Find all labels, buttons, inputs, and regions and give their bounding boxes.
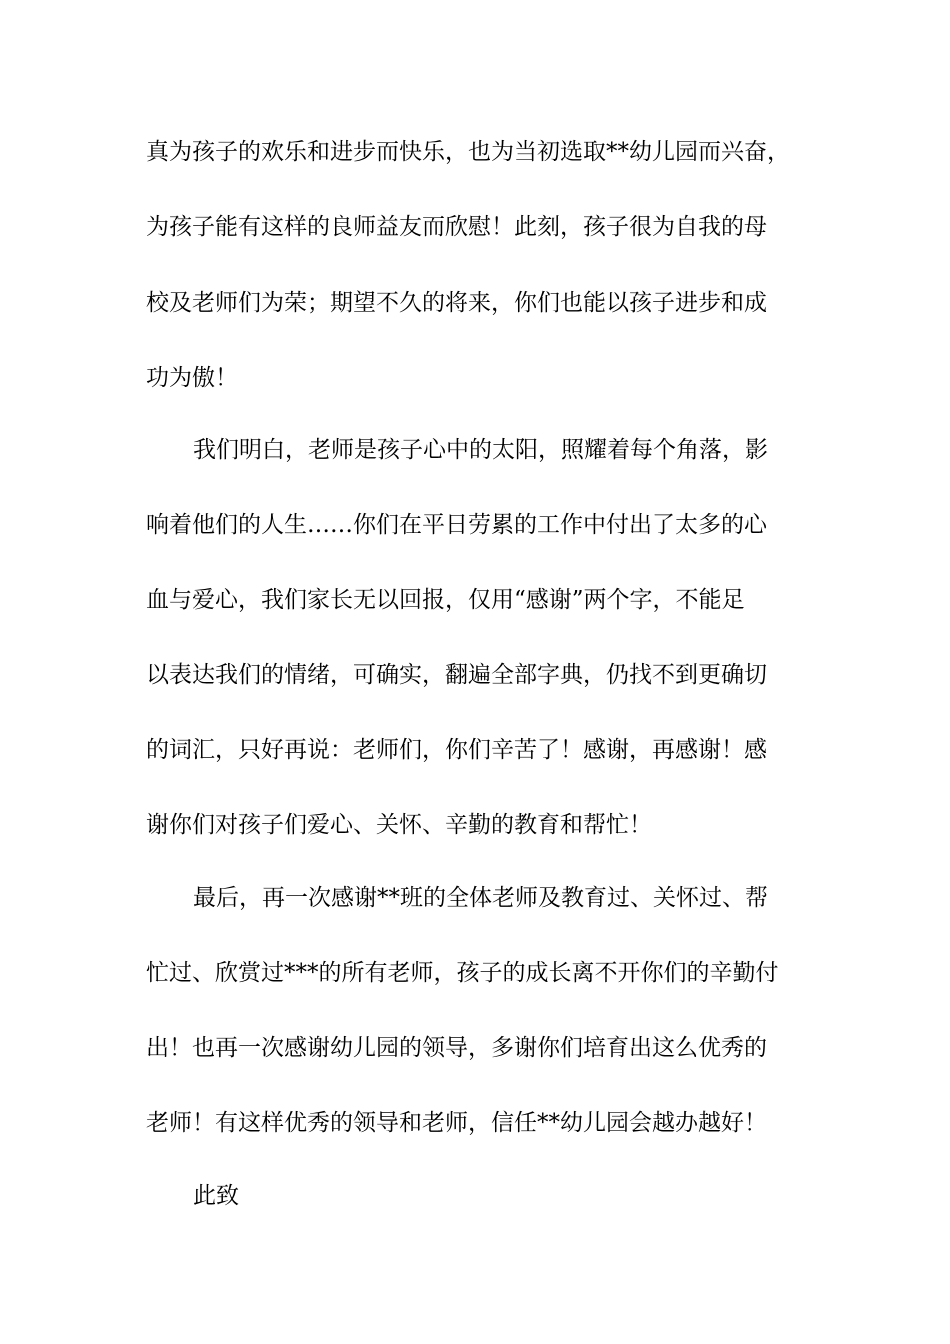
text-line: 功为傲！: [146, 365, 238, 391]
text-line: 老师！有这样优秀的领导和老师，信任**幼儿园会越办越好！: [146, 1110, 767, 1136]
paragraph-start-line: 最后，再一次感谢**班的全体老师及教育过、关怀过、帮: [193, 885, 768, 911]
paragraph-start-line: 我们明白，老师是孩子心中的太阳，照耀着每个角落，影: [193, 437, 768, 463]
text-line: 谢你们对孩子们爱心、关怀、辛勤的教育和帮忙！: [146, 812, 652, 838]
text-line: 忙过、欣赏过***的所有老师，孩子的成长离不开你们的辛勤付: [146, 960, 779, 986]
text-line: 的词汇，只好再说：老师们，你们辛苦了！感谢，再感谢！感: [146, 737, 767, 763]
text-line: 响着他们的人生……你们在平日劳累的工作中付出了太多的心: [146, 512, 767, 538]
text-line: 出！也再一次感谢幼儿园的领导，多谢你们培育出这么优秀的: [146, 1035, 767, 1061]
text-line: 校及老师们为荣；期望不久的将来，你们也能以孩子进步和成: [146, 290, 767, 316]
closing-salutation: 此致: [193, 1183, 239, 1209]
text-line: 真为孩子的欢乐和进步而快乐，也为当初选取**幼儿园而兴奋，: [146, 139, 790, 165]
text-line: 血与爱心，我们家长无以回报，仅用“感谢”两个字，不能足: [146, 587, 745, 613]
text-line: 为孩子能有这样的良师益友而欣慰！此刻，孩子很为自我的母: [146, 214, 767, 240]
text-line: 以表达我们的情绪，可确实，翻遍全部字典，仍找不到更确切: [146, 662, 767, 688]
